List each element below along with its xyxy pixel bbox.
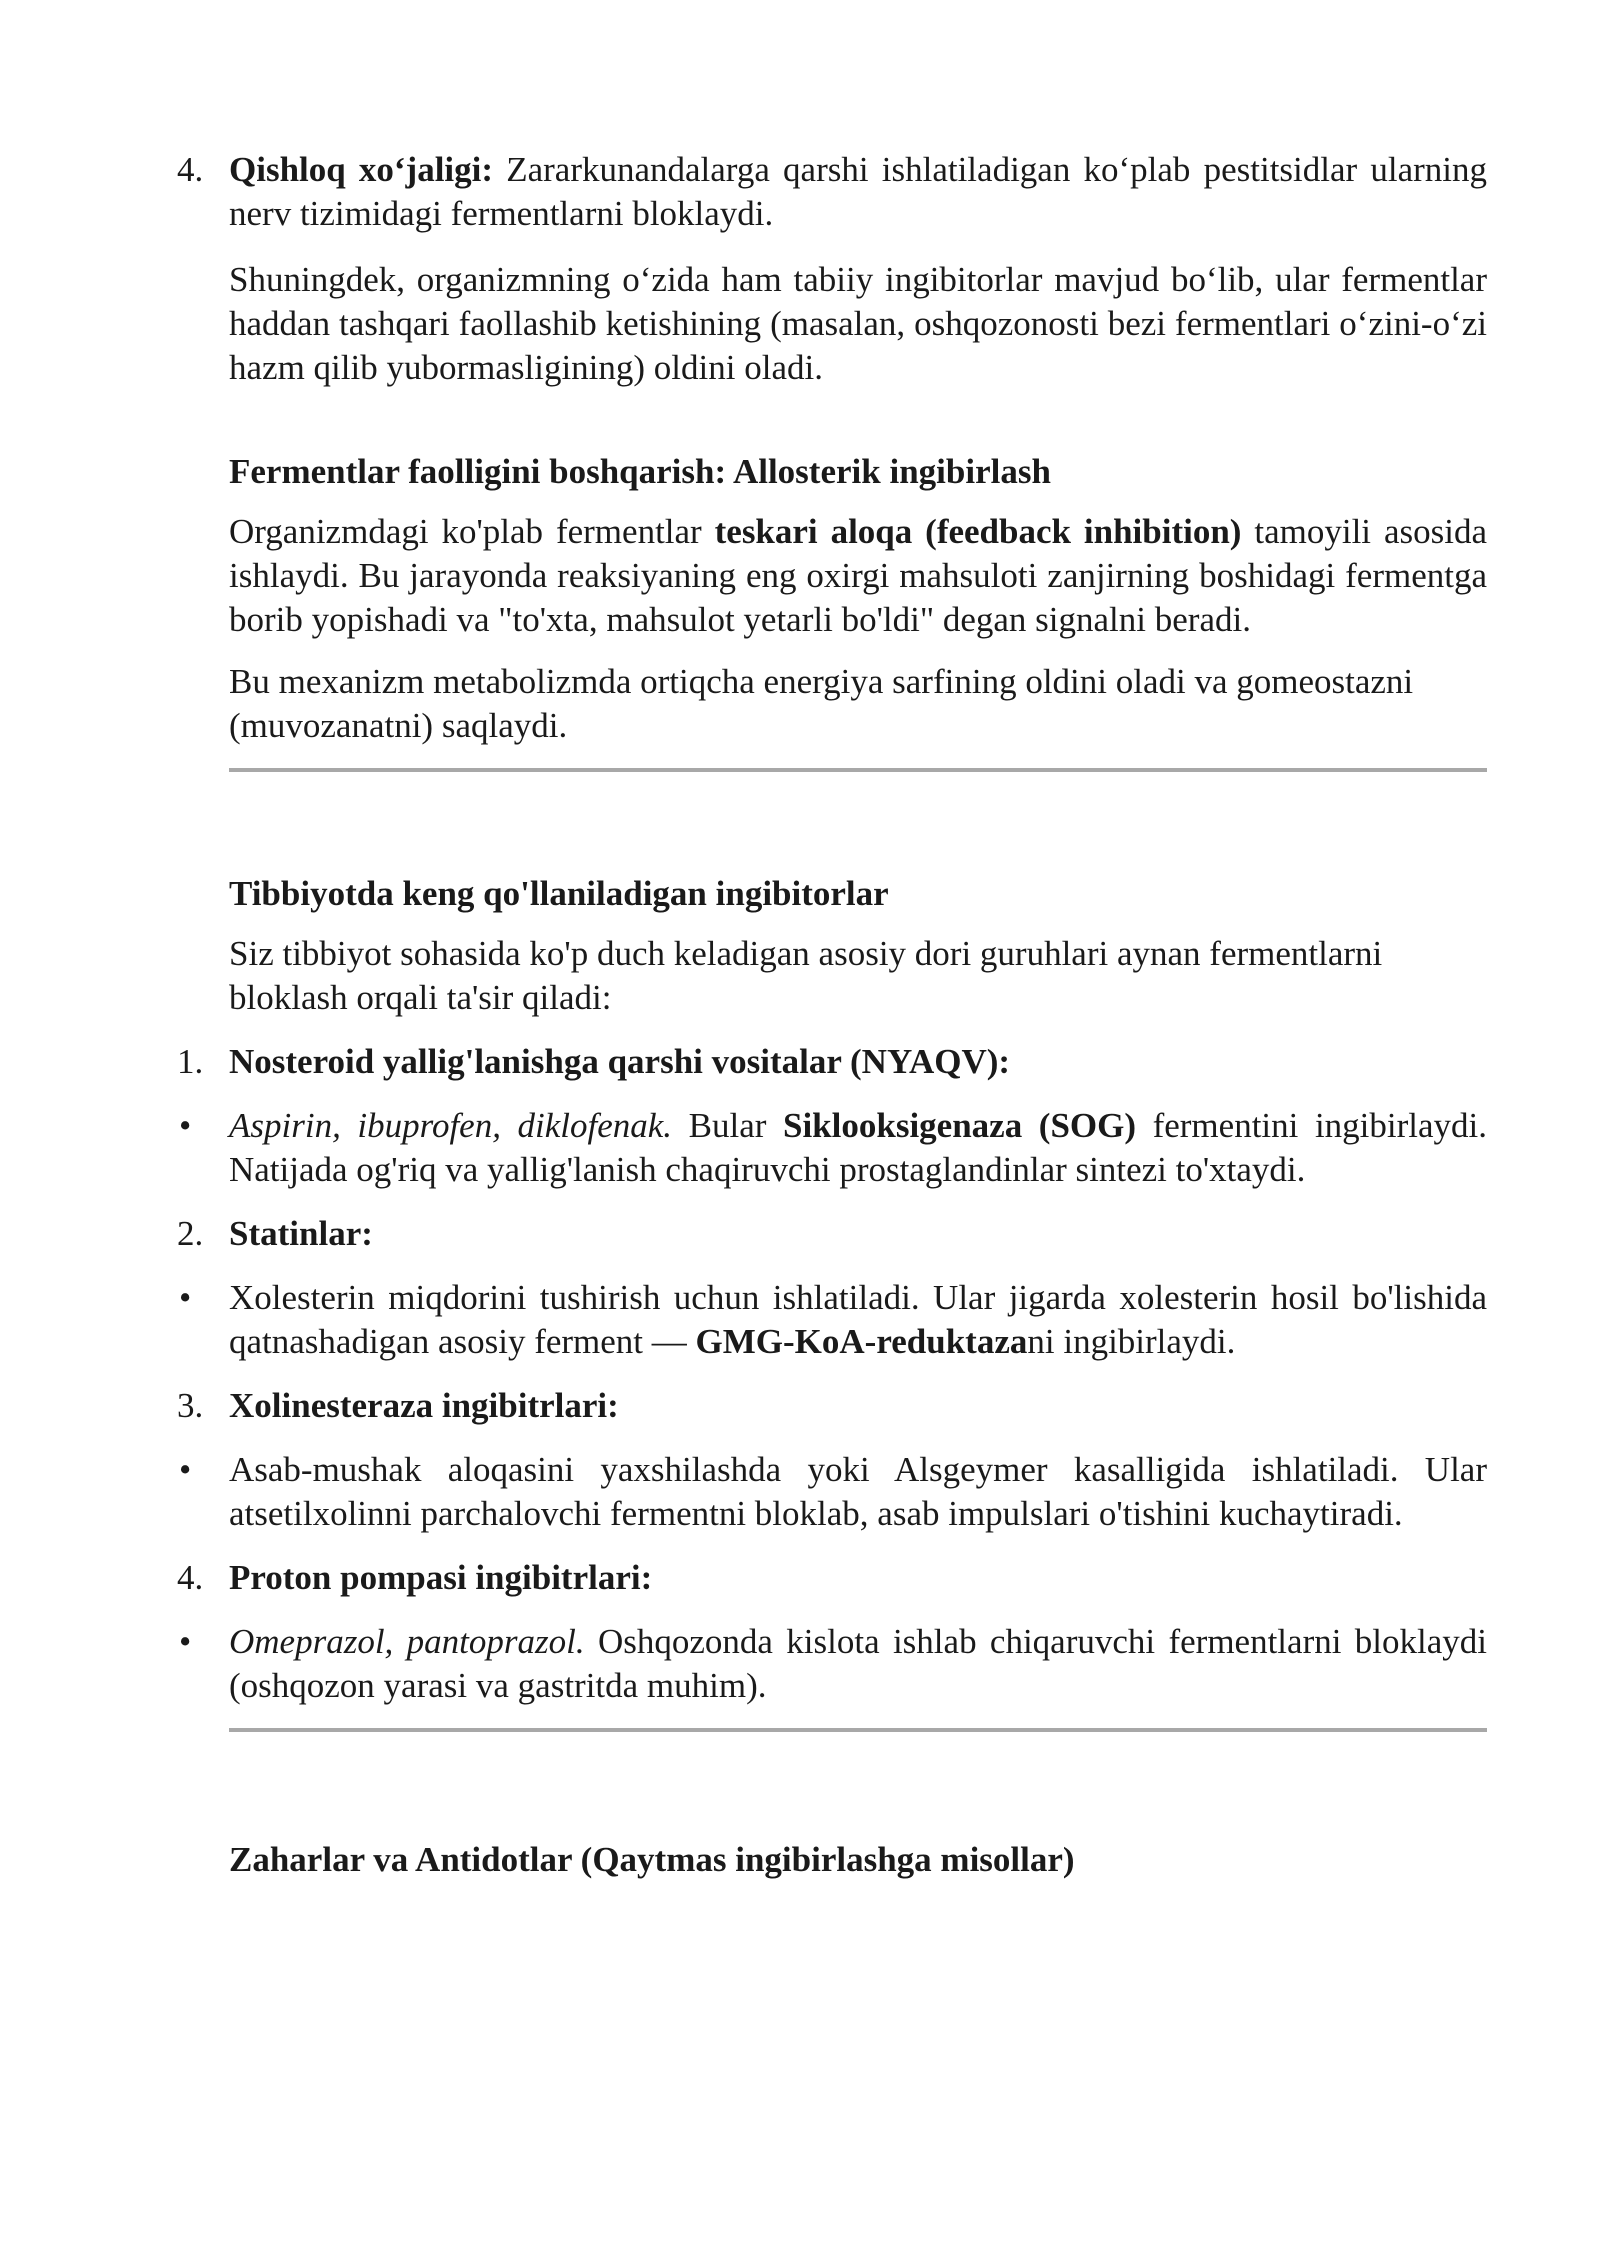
drug-examples: Omeprazol, pantoprazol. (229, 1622, 585, 1661)
feedback-inhibition-term: teskari aloqa (feedback inhibition) (714, 512, 1242, 551)
drug-group-bullet (179, 1276, 1487, 1364)
drug-group-description: Asab-mushak aloqasini yaxshilashda yoki Alsgeymer kasalligida ishlatiladi. Ular atsetilxolinni parchalovchi fermentni bloklab, asab impulslari o'tishini kuchaytiradi. (229, 1450, 1487, 1533)
drug-group-item (177, 1212, 1487, 1256)
document-page (177, 148, 1488, 1882)
list-number: 4. (177, 1558, 204, 1597)
allosteric-heading: Fermentlar faolligini boshqarish: Allosterik ingibirlash (229, 452, 1051, 491)
list-number: 2. (177, 1214, 204, 1253)
drug-text: fermentini ingibirlaydi. Natijada og'riq va yallig'lanish chaqiruvchi prostaglandinlar sintezi to'xtaydi. (229, 1106, 1488, 1189)
drug-text: Oshqozonda kislota ishlab chiqaruvchi fermentlarni bloklaydi (oshqozon yarasi va gastritda muhim). (229, 1622, 1488, 1705)
feedback-text-end: tamoyili asosida ishlaydi. Bu jarayonda reaksiyaning eng oxirgi mahsuloti zanjirning boshidagi fermentga borib yopishadi va "to'xta, mahsulot yetarli bo'ldi" degan signalni beradi. (229, 512, 1487, 639)
enzyme-name: Siklooksigenaza (SOG) (782, 1106, 1137, 1145)
agriculture-list-item (177, 148, 1487, 236)
drug-group-item (177, 1556, 1487, 1600)
drug-group-bullet (179, 1448, 1487, 1536)
drug-group-description (229, 1620, 1487, 1708)
bullet-icon: • (179, 1450, 192, 1489)
agriculture-label: Qishloq xo‘jaligi: (229, 150, 494, 189)
drug-text: Bular (672, 1106, 783, 1145)
homeostasis-paragraph: Bu mexanizm metabolizmda ortiqcha energiya sarfining oldini oladi va gomeostazni (muvozanatni) saqlaydi. (229, 662, 1414, 745)
feedback-inhibition-paragraph (229, 510, 1487, 642)
drug-group-description (229, 1104, 1487, 1192)
drug-group-title: Xolinesteraza ingibitrlari: (229, 1386, 619, 1425)
bullet-icon: • (179, 1278, 192, 1317)
drug-text: ni ingibirlaydi. (1027, 1322, 1236, 1361)
list-number: 4. (177, 150, 204, 189)
drug-group-description (229, 1276, 1487, 1364)
natural-inhibitors-paragraph: Shuningdek, organizmning o‘zida ham tabiiy ingibitorlar mavjud bo‘lib, ular fermentlar haddan tashqari faollashib ketishining (masalan, oshqozonosti bezi fermentlari o‘zini-o‘zi hazm qilib yubormasligining) oldini oladi. (229, 260, 1487, 387)
agriculture-paragraph (229, 148, 1487, 236)
agriculture-text: Zararkunandalarga qarshi ishlatiladigan ko‘plab pestitsidlar ularning nerv tizimidagi fermentlarni bloklaydi. (229, 150, 1487, 233)
drug-group-item (177, 1384, 1487, 1428)
drug-group-title: Proton pompasi ingibitrlari: (229, 1558, 653, 1597)
drug-group-item (177, 1040, 1487, 1084)
drug-group-bullet (179, 1104, 1488, 1192)
list-number: 1. (177, 1042, 204, 1081)
poisons-heading: Zaharlar va Antidotlar (Qaytmas ingibirlashga misollar) (229, 1840, 1075, 1879)
bullet-icon: • (179, 1622, 192, 1661)
drug-group-title: Nosteroid yallig'lanishga qarshi vositalar (NYAQV): (229, 1042, 1011, 1081)
drug-examples: Aspirin, ibuprofen, diklofenak. (229, 1106, 673, 1145)
drug-text: Xolesterin miqdorini tushirish uchun ishlatiladi. Ular jigarda xolesterin hosil bo'lishida qatnashadigan asosiy ferment — (229, 1278, 1487, 1361)
medicine-heading: Tibbiyotda keng qo'llaniladigan ingibitorlar (229, 874, 889, 913)
medicine-intro: Siz tibbiyot sohasida ko'p duch keladigan asosiy dori guruhlari aynan fermentlarni bloklash orqali ta'sir qiladi: (229, 934, 1383, 1017)
list-number: 3. (177, 1386, 204, 1425)
drug-group-bullet (179, 1620, 1488, 1708)
feedback-text-start: Organizmdagi ko'plab fermentlar (229, 512, 715, 551)
enzyme-name: GMG-KoA-reduktaza (695, 1322, 1028, 1361)
drug-group-title: Statinlar: (229, 1214, 373, 1253)
bullet-icon: • (179, 1106, 192, 1145)
